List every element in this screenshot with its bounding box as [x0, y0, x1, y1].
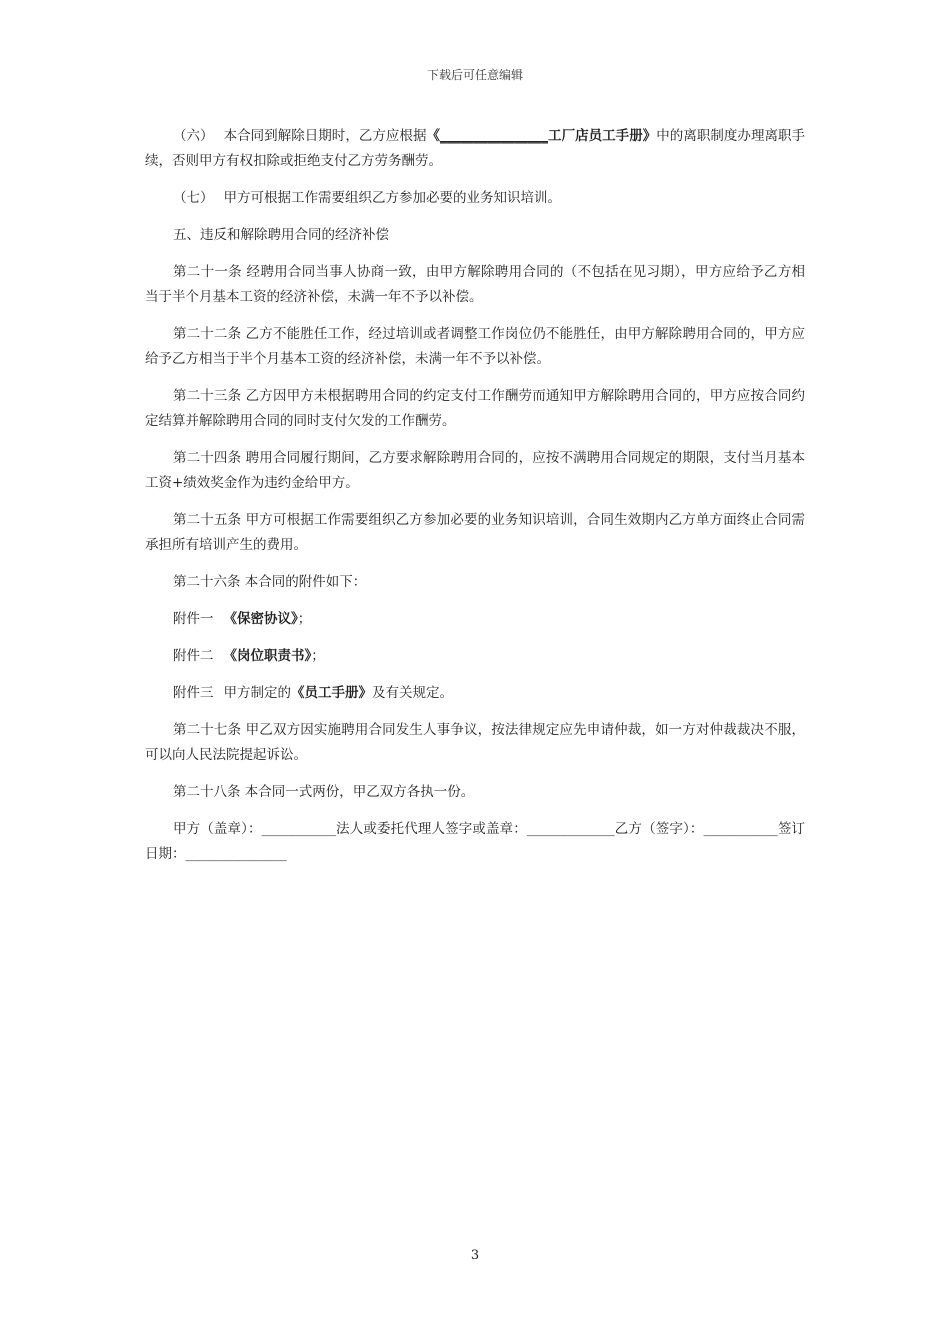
clause-6-close-quote: 》: [642, 128, 657, 144]
attachment-1-doc: 《保密协议》: [223, 611, 298, 627]
attachment-2: [145, 644, 805, 669]
attachment-2-tail: ；: [311, 648, 325, 664]
clause-6-open-quote: 《: [426, 128, 441, 144]
attachment-1-tail: ；: [297, 611, 312, 627]
article-23: 第二十三条 乙方因甲方未根据聘用合同的约定支付工作酬劳而通知甲方解除聘用合同的，甲方应按合同约定结算并解除聘用合同的同时支付欠发的工作酬劳。: [145, 388, 805, 429]
article-21: 第二十一条 经聘用合同当事人协商一致，由甲方解除聘用合同的（不包括在见习期），甲方应给予乙方相当于半个月基本工资的经济补偿，未满一年不予以补偿。: [145, 264, 805, 305]
attachment-3: [145, 681, 805, 706]
article-25: 第二十五条 甲方可根据工作需要组织乙方参加必要的业务知识培训，合同生效期内乙方单方面终止合同需承担所有培训产生的费用。: [145, 512, 805, 553]
attachment-2-doc: 《岗位职责书》: [223, 648, 312, 664]
article-26: 第二十六条 本合同的附件如下：: [173, 574, 367, 590]
signature-block: 甲方（盖章）：___________法人或委托代理人签字或盖章：_____________乙方（签字）：___________签订日期：_______________: [145, 821, 805, 862]
clause-6-body-a: 本合同到解除日期时，乙方应根据: [223, 128, 427, 144]
clause-6-blank: ________________: [440, 128, 549, 144]
article-27: 第二十七条 甲乙双方因实施聘用合同发生人事争议，按法律规定应先申请仲裁，如一方对仲裁裁决不服，可以向人民法院提起诉讼。: [145, 722, 805, 763]
attachment-3-tail: 及有关规定。: [372, 685, 453, 701]
clause-7: [145, 186, 805, 211]
clause-6: [145, 124, 805, 174]
attachment-1: [145, 607, 805, 632]
page-number: 3: [470, 1248, 480, 1263]
clause-7-prefix: （七）: [173, 190, 214, 206]
article-28: 第二十八条 本合同一式两份，甲乙双方各执一份。: [173, 784, 475, 800]
page-header: 下载后可任意编辑: [426, 68, 523, 82]
article-24: 第二十四条 聘用合同履行期间，乙方要求解除聘用合同的，应按不满聘用合同规定的期限，支付当月基本工资+绩效奖金作为违约金给甲方。: [145, 450, 805, 491]
attachment-3-label: 附件三: [173, 685, 214, 701]
attachment-3-doc: 《员工手册》: [291, 685, 372, 701]
attachment-3-pre: 甲方制定的: [223, 685, 291, 701]
attachment-1-label: 附件一: [173, 611, 214, 627]
clause-6-handbook: 工厂店员工手册: [548, 128, 643, 144]
document-body: [145, 124, 805, 879]
clause-7-body: 甲方可根据工作需要组织乙方参加必要的业务知识培训。: [223, 190, 561, 206]
clause-6-prefix: （六）: [173, 128, 214, 144]
clause-6-body-b: 中的离职制度办理离职手续，否则甲方有权扣除或拒绝支付乙方劳务酬劳。: [145, 128, 806, 169]
attachment-2-label: 附件二: [173, 648, 214, 664]
section-5-heading: 五、违反和解除聘用合同的经济补偿: [173, 227, 389, 243]
article-22: 第二十二条 乙方不能胜任工作，经过培训或者调整工作岗位仍不能胜任，由甲方解除聘用合同的，甲方应给予乙方相当于半个月基本工资的经济补偿，未满一年不予以补偿。: [145, 326, 805, 367]
